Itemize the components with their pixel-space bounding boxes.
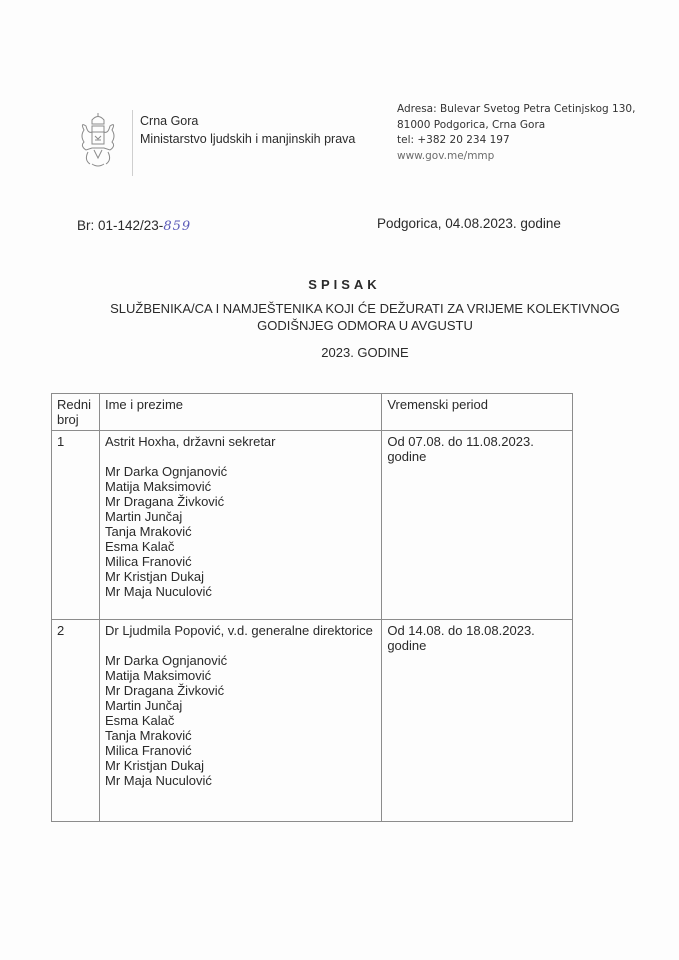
staff-name: Mr Dragana Živković bbox=[104, 683, 225, 698]
staff-name: Mr Darka Ognjanović bbox=[104, 653, 228, 668]
country-name: Crna Gora bbox=[140, 114, 199, 128]
spacer bbox=[105, 638, 376, 653]
duty-roster-table bbox=[51, 393, 573, 822]
period-cell: Od 07.08. do 11.08.2023. godine bbox=[382, 431, 573, 620]
header-divider bbox=[132, 110, 133, 176]
staff-name: Matija Maksimović bbox=[104, 479, 212, 494]
issuer-block bbox=[140, 112, 355, 148]
table-row bbox=[52, 431, 573, 620]
lead-official: Astrit Hoxha, državni sekretar bbox=[104, 434, 276, 449]
column-header-no: Redni broj bbox=[52, 394, 100, 431]
reference-prefix: Br: 01-142/23- bbox=[77, 218, 164, 233]
staff-name: Milica Franović bbox=[104, 743, 192, 758]
staff-name: Martin Junčaj bbox=[104, 698, 183, 713]
table-header-row bbox=[52, 394, 573, 431]
contact-block bbox=[397, 102, 635, 164]
staff-name: Mr Kristjan Dukaj bbox=[104, 569, 204, 584]
spacer bbox=[105, 449, 376, 464]
document-year: 2023. GODINE bbox=[321, 345, 409, 360]
address-line-1: Adresa: Bulevar Svetog Petra Cetinjskog 130, bbox=[397, 103, 636, 115]
staff-name: Mr Kristjan Dukaj bbox=[104, 758, 204, 773]
staff-name: Tanja Mraković bbox=[104, 728, 192, 743]
row-number: 2 bbox=[52, 620, 100, 822]
staff-name: Tanja Mraković bbox=[104, 524, 192, 539]
montenegro-coat-of-arms-icon bbox=[76, 112, 120, 170]
column-header-name: Ime i prezime bbox=[99, 394, 381, 431]
staff-name: Mr Dragana Živković bbox=[104, 494, 225, 509]
staff-name: Matija Maksimović bbox=[104, 668, 212, 683]
place-date: Podgorica, 04.08.2023. godine bbox=[377, 216, 561, 231]
column-header-period: Vremenski period bbox=[382, 394, 573, 431]
staff-name: Martin Junčaj bbox=[104, 509, 183, 524]
period-cell: Od 14.08. do 18.08.2023. godine bbox=[382, 620, 573, 822]
row-number: 1 bbox=[52, 431, 100, 620]
lead-official: Dr Ljudmila Popović, v.d. generalne direktorice bbox=[104, 623, 373, 638]
address-line-2: 81000 Podgorica, Crna Gora bbox=[397, 118, 546, 131]
table-row bbox=[52, 620, 573, 822]
staff-name: Esma Kalač bbox=[104, 539, 175, 554]
staff-name: Mr Darka Ognjanović bbox=[104, 464, 228, 479]
document-title: SPISAK bbox=[308, 277, 381, 292]
staff-name: Esma Kalač bbox=[104, 713, 175, 728]
names-cell bbox=[99, 620, 381, 822]
phone: tel: +382 20 234 197 bbox=[397, 134, 510, 146]
ministry-name: Ministarstvo ljudskih i manjinskih prava bbox=[140, 132, 356, 146]
staff-name: Mr Maja Nuculović bbox=[104, 584, 212, 599]
staff-name: Mr Maja Nuculović bbox=[104, 773, 212, 788]
reference-number bbox=[77, 218, 191, 234]
names-cell bbox=[99, 431, 381, 620]
staff-name: Milica Franović bbox=[104, 554, 192, 569]
handwritten-number: 859 bbox=[163, 219, 192, 234]
document-subtitle: SLUŽBENIKA/CA I NAMJEŠTENIKA KOJI ĆE DEŽURATI ZA VRIJEME KOLEKTIVNOG GODIŠNJEG ODMORA U AVGUSTU bbox=[110, 301, 620, 333]
website-link[interactable]: www.gov.me/mmp bbox=[397, 149, 495, 162]
